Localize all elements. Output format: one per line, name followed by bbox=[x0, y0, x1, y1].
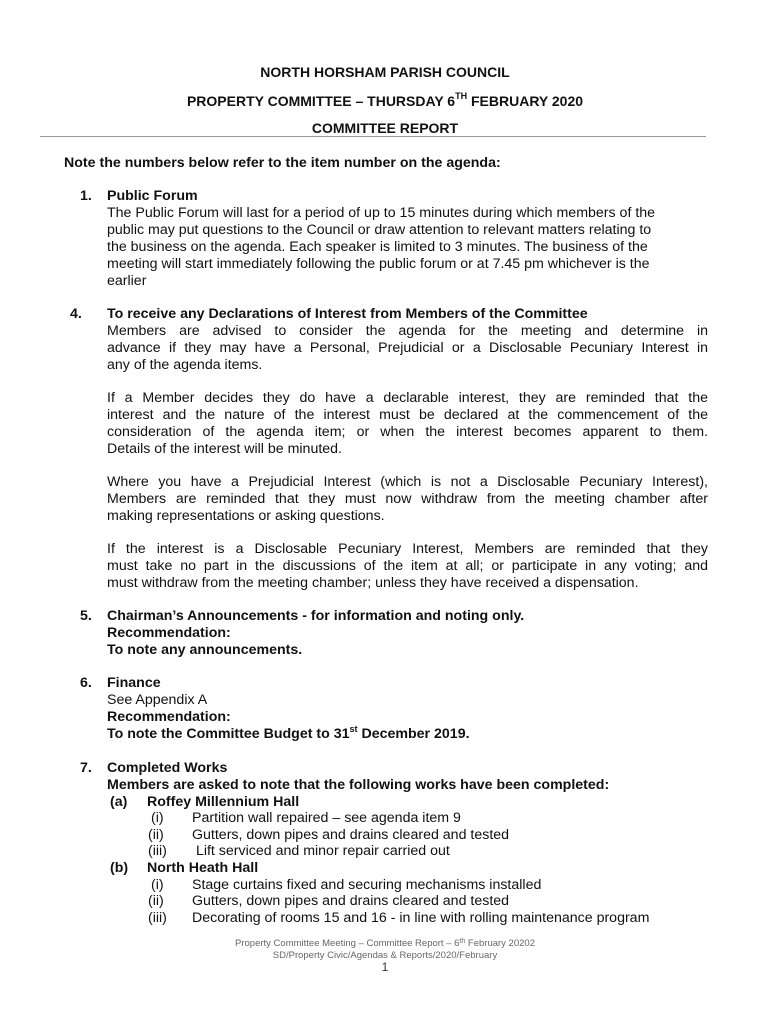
footer-line-1-prefix: Property Committee Meeting – Committee Report – 6 bbox=[235, 938, 460, 949]
item-6-recommendation-label: Recommendation: bbox=[107, 709, 231, 725]
item-7-heading: Completed Works bbox=[107, 760, 228, 776]
item-4-line: interest and the nature of the interest must be declared at the commencement of the bbox=[107, 407, 708, 423]
council-name: NORTH HORSHAM PARISH COUNCIL bbox=[260, 64, 510, 80]
item-4-line: Members are advised to consider the agenda for the meeting and determine in bbox=[107, 323, 708, 339]
item-5-heading: Chairman’s Announcements - for information and noting only. bbox=[107, 608, 525, 624]
item-4-line: any of the agenda items. bbox=[107, 357, 263, 373]
item-1-line: the business on the agenda. Each speaker is limited to 3 minutes. The business of the bbox=[107, 239, 648, 255]
section-a-entry: Lift serviced and minor repair carried out bbox=[192, 843, 450, 859]
footer-line-1-sup: th bbox=[459, 938, 466, 945]
section-b-entry: Stage curtains fixed and securing mechanisms installed bbox=[192, 877, 542, 893]
section-a-entry-number: (i) bbox=[151, 810, 164, 826]
item-4-line: Where you have a Prejudicial Interest (which is not a Disclosable Pecuniary Interest), bbox=[107, 474, 708, 490]
section-a-entry: Partition wall repaired – see agenda item 9 bbox=[192, 810, 461, 826]
section-b-entry-number: (iii) bbox=[148, 910, 167, 926]
section-a-entry: Gutters, down pipes and drains cleared and tested bbox=[192, 827, 510, 843]
section-b-entry-number: (ii) bbox=[148, 893, 164, 909]
item-6-recommendation bbox=[107, 726, 470, 743]
item-4-number: 4. bbox=[70, 306, 82, 322]
section-b-label: (b) bbox=[110, 860, 129, 876]
item-4-line: Details of the interest will be minuted. bbox=[107, 441, 342, 457]
item-7-intro: Members are asked to note that the following works have been completed: bbox=[107, 777, 610, 793]
section-b-title: North Heath Hall bbox=[147, 860, 259, 876]
section-b-entry: Gutters, down pipes and drains cleared and tested bbox=[192, 893, 510, 909]
item-1-line: meeting will start immediately following the public forum or at 7.45 pm whichever is the bbox=[107, 256, 650, 272]
item-4-line: advance if they may have a Personal, Prejudicial or a Disclosable Pecuniary Interest in bbox=[107, 340, 708, 356]
item-4-line: making representations or asking questions. bbox=[107, 508, 385, 524]
item-6-heading: Finance bbox=[107, 675, 161, 691]
section-a-title: Roffey Millennium Hall bbox=[147, 794, 300, 810]
agenda-note: Note the numbers below refer to the item number on the agenda: bbox=[64, 155, 501, 171]
item-5-recommendation: To note any announcements. bbox=[107, 642, 303, 658]
section-a-label: (a) bbox=[110, 794, 128, 810]
item-7-number: 7. bbox=[80, 760, 92, 776]
meeting-title-suffix: FEBRUARY 2020 bbox=[467, 93, 584, 109]
item-1-line: public may put questions to the Council or draw attention to relevant matters relating to bbox=[107, 222, 652, 238]
section-b-entry-number: (i) bbox=[151, 877, 164, 893]
item-4-line: If the interest is a Disclosable Pecuniary Interest, Members are reminded that they bbox=[107, 541, 708, 557]
item-4-heading: To receive any Declarations of Interest from Members of the Committee bbox=[107, 306, 588, 322]
item-6-recommendation-suffix: December 2019. bbox=[357, 726, 470, 742]
item-4-line: must take no part in the discussions of the item at all; or participate in any voting; and bbox=[107, 558, 708, 574]
item-5-recommendation-label: Recommendation: bbox=[107, 625, 231, 641]
item-1-heading: Public Forum bbox=[107, 188, 198, 204]
item-1-number: 1. bbox=[80, 188, 92, 204]
item-6-number: 6. bbox=[80, 675, 92, 691]
meeting-title-prefix: PROPERTY COMMITTEE – THURSDAY 6 bbox=[186, 93, 456, 109]
footer-line-1-suffix: February 20202 bbox=[465, 938, 535, 949]
item-6-appendix: See Appendix A bbox=[107, 692, 208, 708]
item-1-line: The Public Forum will last for a period of up to 15 minutes during which members of the bbox=[107, 205, 656, 221]
footer-line-1 bbox=[0, 938, 770, 949]
item-6-recommendation-sup: st bbox=[349, 724, 358, 734]
meeting-title bbox=[0, 93, 770, 109]
header-divider bbox=[40, 136, 706, 137]
item-4-line: If a Member decides they do have a declarable interest, they are reminded that the bbox=[107, 390, 708, 406]
item-6-recommendation-prefix: To note the Committee Budget to 31 bbox=[107, 726, 350, 742]
item-5-number: 5. bbox=[80, 608, 92, 624]
page-number: 1 bbox=[381, 960, 389, 974]
item-4-line: must withdraw from the meeting chamber; unless they have received a dispensation. bbox=[107, 575, 639, 591]
report-title: COMMITTEE REPORT bbox=[311, 120, 459, 136]
section-a-entry-number: (ii) bbox=[148, 827, 164, 843]
footer-line-2: SD/Property Civic/Agendas & Reports/2020/February bbox=[272, 950, 498, 961]
item-4-line: consideration of the agenda item; or when the interest becomes apparent to them. bbox=[107, 424, 708, 440]
section-b-entry: Decorating of rooms 15 and 16 - in line with rolling maintenance program bbox=[192, 910, 650, 926]
meeting-title-sup: TH bbox=[455, 91, 468, 101]
item-4-line: Members are reminded that they must now withdraw from the meeting chamber after bbox=[107, 491, 708, 507]
section-a-entry-number: (iii) bbox=[148, 843, 167, 859]
item-1-line: earlier bbox=[107, 273, 147, 289]
